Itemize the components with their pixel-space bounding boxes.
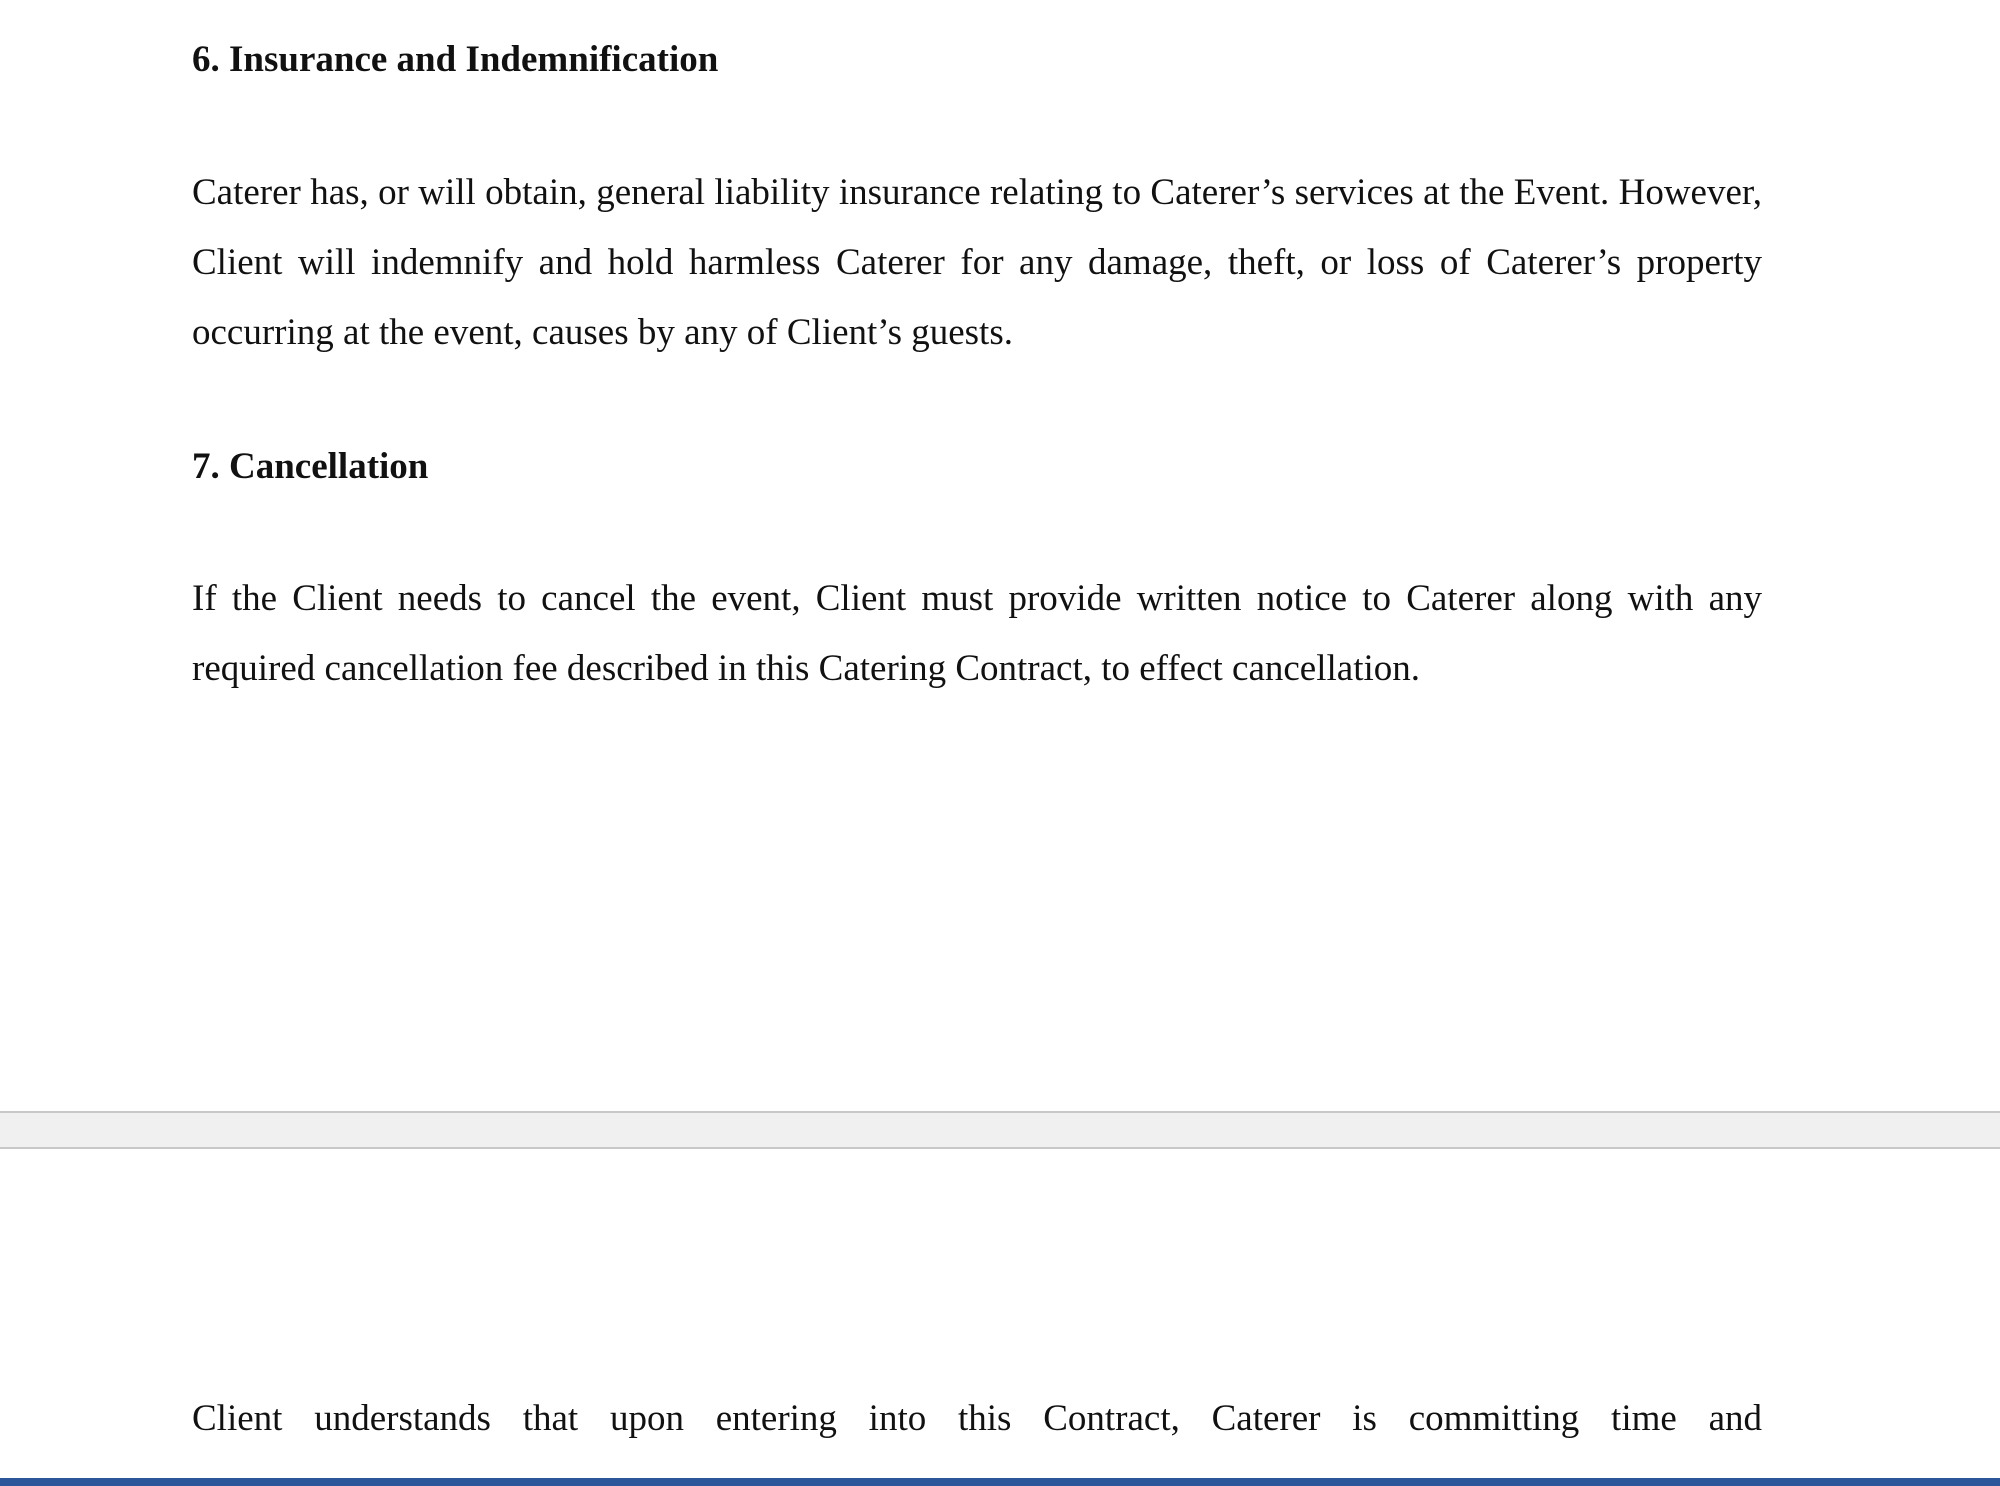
section-7-paragraph: If the Client needs to cancel the event, Client must provide written notice to Caterer along with any required cancellation fee described in this Catering Contract, to effect cancellation.	[192, 578, 1762, 689]
section-6-heading: 6. Insurance and Indemnification	[192, 39, 719, 80]
section-6-paragraph: Caterer has, or will obtain, general liability insurance relating to Caterer’s services at the Event. However, Client will indemnify and hold harmless Caterer for any damage, theft, or loss of Caterer’s property occurring at the event, causes by any of Client’s guests.	[192, 172, 1762, 353]
page-break-gap	[0, 1111, 2000, 1149]
status-bar-edge	[0, 1478, 2000, 1486]
next-page-paragraph: Client understands that upon entering into this Contract, Caterer is committing time and	[192, 1398, 1762, 1439]
section-7-heading: 7. Cancellation	[192, 446, 429, 487]
document-page-next	[0, 1149, 2000, 1475]
